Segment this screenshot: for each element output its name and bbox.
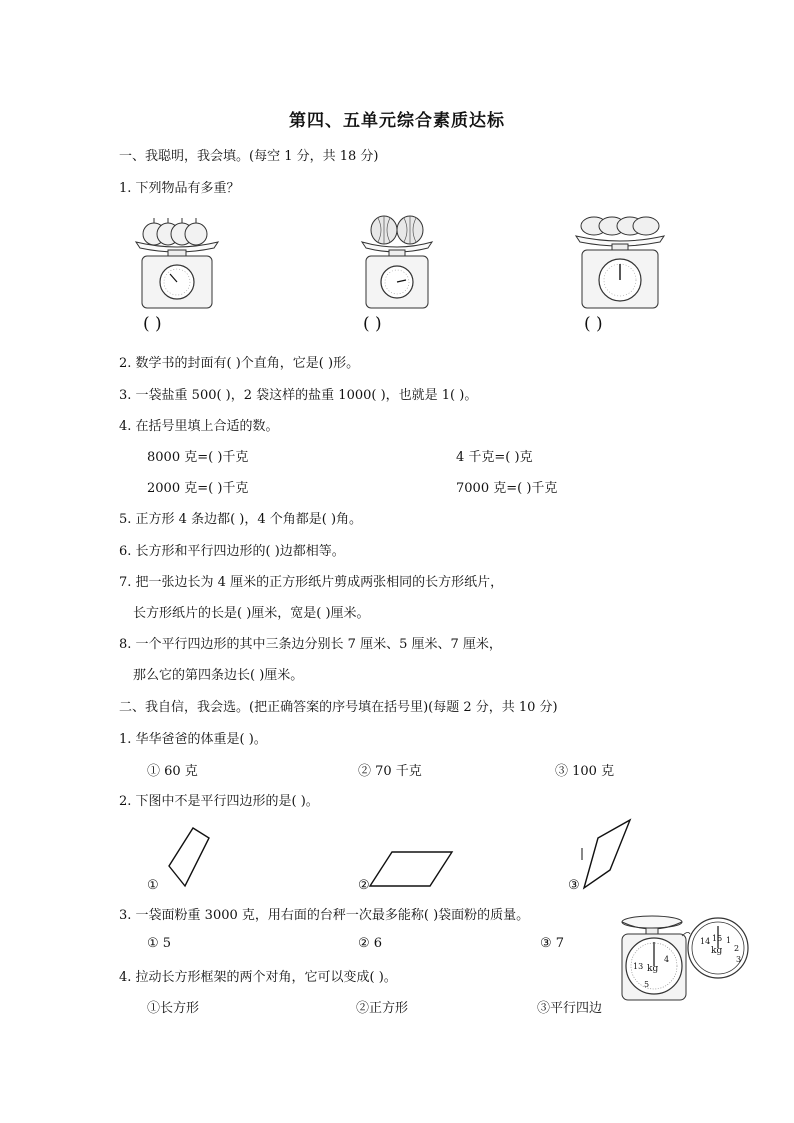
question-1-4-item-2: 4 千克=( )克 [456,450,533,465]
question-1-1: 1. 下列物品有多重？ [119,181,240,196]
question-2-1-option-3[interactable]: ③ 100 克 [555,764,615,779]
shape-1-rhombus [165,826,211,888]
question-1-3: 3. 一袋盐重 500( )，2 袋这样的盐重 1000( )，也就是 1( )。 [119,388,478,403]
scale-dial-label-5: 5 [644,980,650,989]
answer-blank-watermelons[interactable]: ( ) [363,314,382,334]
scale-dial-label-13: 13 [633,962,644,971]
scale-dial-label-4: 4 [664,955,670,964]
page-title: 第四、五单元综合素质达标 [289,111,505,131]
question-2-4-option-2[interactable]: ②正方形 [356,1001,409,1016]
scale-apples-image [132,208,222,312]
question-1-8-line-2: 那么它的第四条边长( )厘米。 [133,668,304,683]
answer-blank-apples[interactable]: ( ) [143,314,162,334]
question-2-2: 2. 下图中不是平行四边形的是( )。 [119,794,319,809]
scale-unit-label-main: kg [647,964,659,974]
shape-1-label[interactable]: ① [147,878,159,893]
question-2-3-option-1[interactable]: ① 5 [147,936,172,951]
question-1-6: 6. 长方形和平行四边形的( )边都相等。 [119,544,345,559]
shape-2-parallelogram [368,850,454,890]
scale-dial-label-14: 14 [700,937,711,946]
question-2-4-option-1[interactable]: ①长方形 [147,1001,200,1016]
question-1-4-item-3: 2000 克=( )千克 [147,481,249,496]
question-1-8-line-1: 8. 一个平行四边形的其中三条边分别长 7 厘米、5 厘米、7 厘米， [119,637,502,652]
scale-watermelons-image [358,208,436,312]
shape-3-parallelogram [578,818,632,892]
shape-3-label[interactable]: ③ [568,878,580,893]
scale-dial-label-15: 15 [712,934,723,943]
scale-dial-label-2: 2 [734,944,740,953]
scale-dial-label-1: 1 [726,936,732,945]
question-1-7-line-2: 长方形纸片的长是( )厘米，宽是( )厘米。 [133,606,370,621]
question-1-2: 2. 数学书的封面有( )个直角，它是( )形。 [119,356,360,371]
section2-heading: 二、我自信，我会选。(把正确答案的序号填在括号里)(每题 2 分，共 10 分) [119,700,558,715]
question-2-1: 1. 华华爸爸的体重是( )。 [119,732,267,747]
question-1-4-item-1: 8000 克=( )千克 [147,450,249,465]
platform-scale-image [618,914,752,1006]
scale-melons-image [574,210,666,312]
question-2-4: 4. 拉动长方形框架的两个对角，它可以变成( )。 [119,970,397,985]
question-1-4-item-4: 7000 克=( )千克 [456,481,558,496]
question-2-3-option-3[interactable]: ③ 7 [540,936,565,951]
shape-2-label[interactable]: ② [358,878,370,893]
question-2-1-option-2[interactable]: ② 70 千克 [358,764,422,779]
question-2-1-option-1[interactable]: ① 60 克 [147,764,198,779]
question-1-5: 5. 正方形 4 条边都( )，4 个角都是( )角。 [119,512,363,527]
question-2-3: 3. 一袋面粉重 3000 克，用右面的台秤一次最多能称( )袋面粉的质量。 [119,908,530,923]
question-2-4-option-3[interactable]: ③平行四边 [537,1001,603,1016]
answer-blank-melons[interactable]: ( ) [584,314,603,334]
section1-heading: 一、我聪明，我会填。(每空 1 分，共 18 分) [119,149,379,164]
scale-dial-label-3: 3 [736,955,742,964]
question-1-7-line-1: 7. 把一张边长为 4 厘米的正方形纸片剪成两张相同的长方形纸片， [119,575,504,590]
scale-unit-label: kg [711,946,723,956]
question-2-3-option-2[interactable]: ② 6 [358,936,383,951]
question-1-4: 4. 在括号里填上合适的数。 [119,419,279,434]
